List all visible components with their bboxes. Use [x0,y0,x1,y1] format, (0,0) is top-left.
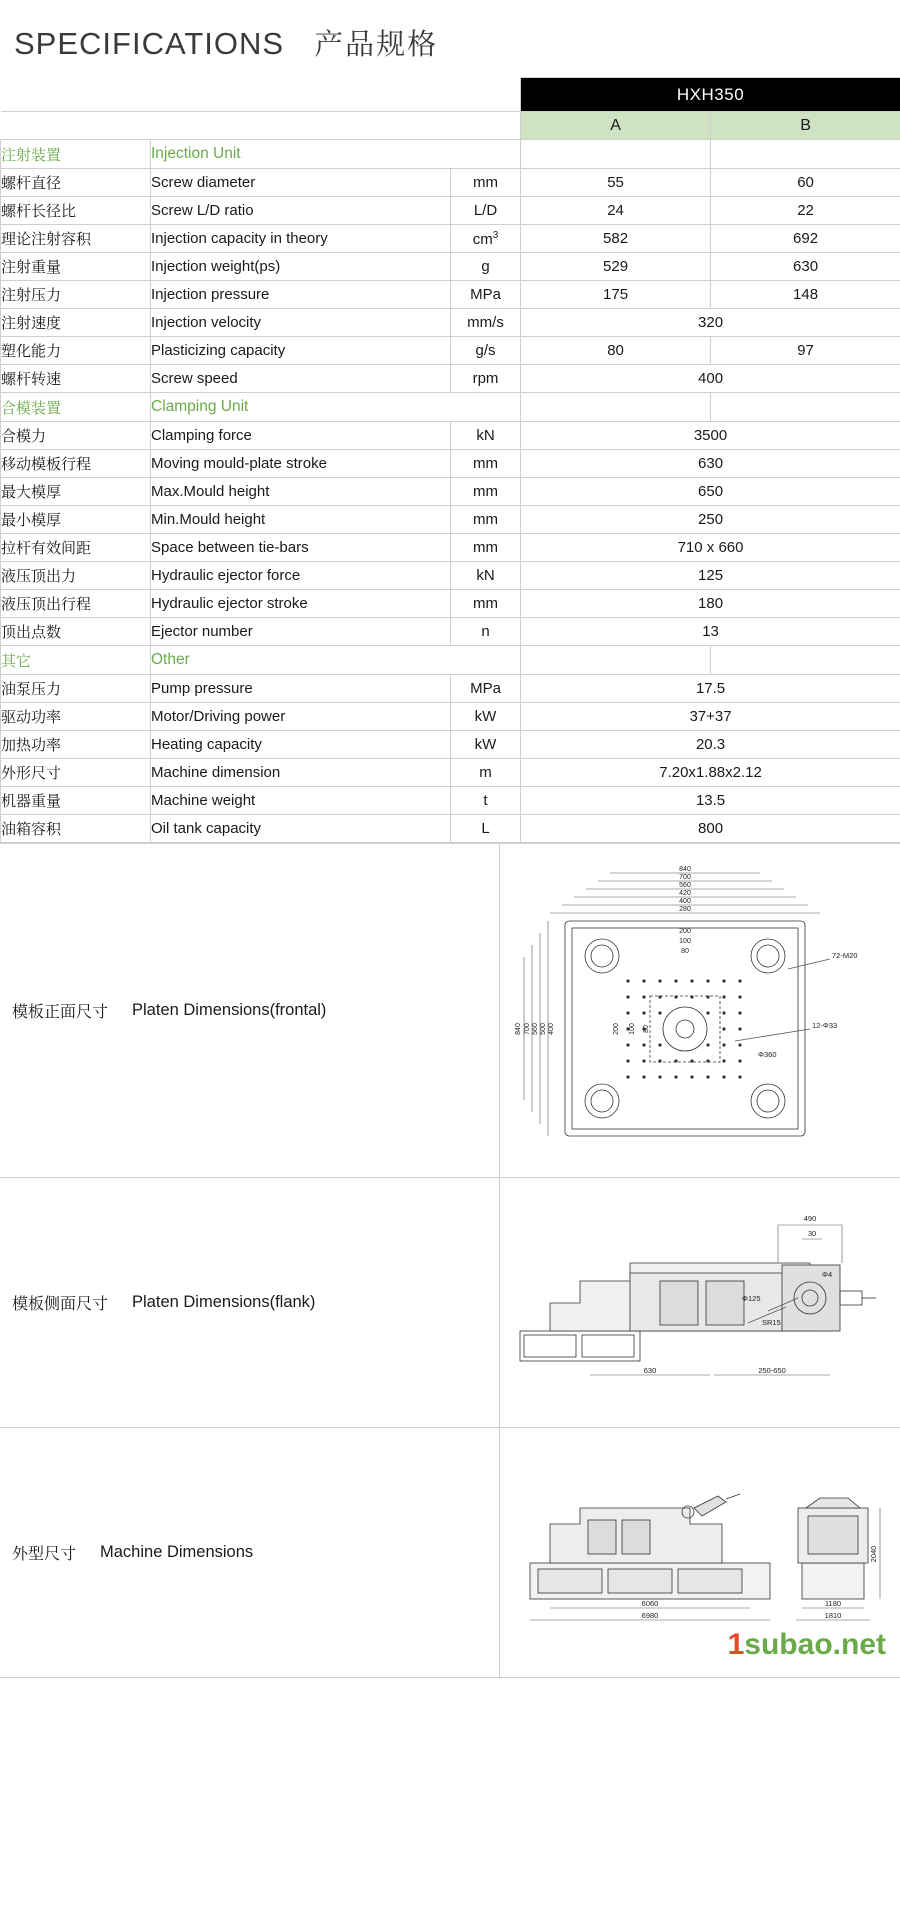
label-sr15: SR15 [762,1317,781,1327]
spec-name-en: Pump pressure [151,675,451,703]
spec-value-b: 692 [711,225,900,253]
spec-unit: L/D [451,197,521,225]
dim-6980: 6980 [641,1610,659,1620]
spec-name-en: Machine dimension [151,759,451,787]
table-header-model-row [1,78,900,112]
spec-unit: kW [451,731,521,759]
spec-name-cn: 油箱容积 [1,815,151,843]
spec-unit: g [451,253,521,281]
spec-value-b: 97 [711,337,900,365]
spec-value: 20.3 [521,731,900,759]
dim-250-650: 250-650 [758,1365,786,1375]
spec-name-cn: 驱动功率 [1,703,151,731]
dim-2040: 2040 [869,1545,878,1562]
spec-value: 17.5 [521,675,900,703]
spec-value-a: 24 [521,197,711,225]
spec-unit: mm [451,590,521,618]
spec-row [1,759,900,787]
dim-560-top: 560 [679,881,691,889]
table-body [1,140,900,843]
drawing-label-frontal [0,844,500,1177]
spec-name-cn: 注射速度 [1,309,151,337]
spec-unit: mm [451,534,521,562]
dim-630: 630 [643,1365,657,1375]
spec-name-en: Min.Mould height [151,506,451,534]
spec-name-en: Moving mould-plate stroke [151,450,451,478]
spec-name-cn: 螺杆转速 [1,365,151,393]
spec-row [1,450,900,478]
spec-row [1,506,900,534]
dim-560-left: 560 [532,1022,539,1035]
spec-value-b: 60 [711,169,900,197]
watermark-part-1: 1 [727,1628,745,1661]
spec-name-cn: 最小模厚 [1,506,151,534]
spec-row [1,422,900,450]
platen-flank-diagram [510,1203,890,1403]
spec-row [1,197,900,225]
dim-700-left: 700 [524,1022,531,1035]
platen-frontal-diagram [510,861,890,1161]
note-72-m20: 72-M20 [832,950,858,960]
section-title-cn: 合模装置 [1,393,151,422]
column-header-b: B [711,112,900,140]
spec-name-cn: 外形尺寸 [1,759,151,787]
column-header-a: A [521,112,711,140]
spec-row [1,815,900,843]
spec-row [1,478,900,506]
label-phi4: Φ4 [822,1269,833,1279]
section-spacer-b [711,393,900,422]
section-spacer-b [711,646,900,675]
spec-name-cn: 油泵压力 [1,675,151,703]
spec-row [1,787,900,815]
drawing-label-cn: 外型尺寸 [12,1546,77,1563]
spec-name-en: Hydraulic ejector force [151,562,451,590]
section-title-en: Injection Unit [151,140,521,169]
spec-row [1,309,900,337]
dim-1810: 1810 [824,1610,842,1620]
note-12-holes: 12-Φ33 [812,1020,838,1030]
spec-name-en: Injection capacity in theory [151,225,451,253]
watermark-part-3: .net [832,1628,886,1661]
machine-dimensions-diagram [510,1468,890,1638]
watermark-part-2: subao [744,1628,833,1661]
spec-unit: kW [451,703,521,731]
spec-value: 320 [521,309,900,337]
section-spacer-a [521,393,711,422]
spec-unit [451,225,521,253]
spec-name-en: Injection weight(ps) [151,253,451,281]
spec-value-a: 529 [521,253,711,281]
spec-name-en: Heating capacity [151,731,451,759]
spec-value: 400 [521,365,900,393]
spec-unit: rpm [451,365,521,393]
dim-80-left-inner: 80 [643,1024,650,1033]
spec-name-cn: 螺杆长径比 [1,197,151,225]
spec-unit: MPa [451,675,521,703]
spec-value: 125 [521,562,900,590]
spec-unit: mm [451,478,521,506]
spec-name-en: Ejector number [151,618,451,646]
dim-840-left: 840 [515,1022,522,1035]
spec-unit-exp: 3 [492,229,499,241]
spec-name-en: Max.Mould height [151,478,451,506]
drawing-block-platen-flank [0,1178,900,1428]
spec-value: 630 [521,450,900,478]
dim-400-left: 400 [548,1022,555,1035]
section-spacer-a [521,140,711,169]
spec-row [1,618,900,646]
spec-name-cn: 螺杆直径 [1,169,151,197]
page-title [0,0,900,77]
spec-unit-base: cm [472,230,493,248]
dim-6060: 6060 [641,1598,659,1608]
section-title-en: Other [151,646,521,675]
spec-row [1,365,900,393]
model-name: HXH350 [521,78,900,112]
spec-row [1,590,900,618]
watermark [728,1628,886,1662]
dim-30: 30 [807,1228,817,1238]
spec-value: 37+37 [521,703,900,731]
header-spacer-2 [1,112,521,140]
drawing-label-flank [0,1178,500,1427]
drawing-label-en: Platen Dimensions(frontal) [132,1001,327,1019]
spec-row [1,225,900,253]
section-header-row [1,393,900,422]
spec-name-en: Oil tank capacity [151,815,451,843]
section-title-cn: 注射装置 [1,140,151,169]
spec-value: 710 x 660 [521,534,900,562]
spec-name-cn: 液压顶出行程 [1,590,151,618]
drawing-art-frontal [500,844,900,1177]
drawing-label-cn: 模板侧面尺寸 [12,1296,109,1313]
spec-value: 650 [521,478,900,506]
drawing-label-machine [0,1428,500,1677]
section-spacer-b [711,140,900,169]
dim-1180: 1180 [824,1598,842,1608]
spec-row [1,562,900,590]
spec-name-cn: 顶出点数 [1,618,151,646]
spec-row [1,675,900,703]
spec-name-cn: 注射重量 [1,253,151,281]
spec-name-en: Plasticizing capacity [151,337,451,365]
spec-value-a: 582 [521,225,711,253]
spec-name-cn: 移动模板行程 [1,450,151,478]
note-bore: Φ360 [758,1049,777,1059]
spec-name-cn: 最大模厚 [1,478,151,506]
dim-400-top: 400 [679,897,691,905]
spec-name-cn: 合模力 [1,422,151,450]
spec-unit: kN [451,422,521,450]
spec-value-a: 55 [521,169,711,197]
dim-280-top: 280 [679,905,691,913]
spec-row [1,703,900,731]
spec-name-en: Motor/Driving power [151,703,451,731]
spec-value-b: 22 [711,197,900,225]
spec-row [1,337,900,365]
spec-name-cn: 机器重量 [1,787,151,815]
spec-row [1,169,900,197]
spec-name-en: Screw L/D ratio [151,197,451,225]
spec-value-b: 630 [711,253,900,281]
spec-unit: mm [451,506,521,534]
spec-name-en: Hydraulic ejector stroke [151,590,451,618]
spec-name-cn: 拉杆有效间距 [1,534,151,562]
spec-unit: mm [451,450,521,478]
spec-value: 250 [521,506,900,534]
label-phi125: Φ125 [742,1293,761,1303]
section-header-row [1,140,900,169]
specifications-table [0,77,900,843]
dim-700-top: 700 [679,873,691,881]
spec-name-cn: 塑化能力 [1,337,151,365]
drawing-art-flank [500,1178,900,1427]
title-chinese: 产品规格 [314,29,439,61]
spec-name-cn: 注射压力 [1,281,151,309]
spec-name-en: Injection velocity [151,309,451,337]
dim-100-inner: 100 [679,937,691,945]
dim-200-left-inner: 200 [613,1022,620,1035]
dim-840-top: 840 [679,865,691,873]
drawing-label-en: Machine Dimensions [100,1543,254,1561]
spec-row [1,281,900,309]
dim-420-top: 420 [679,889,691,897]
section-title-cn: 其它 [1,646,151,675]
spec-unit: g/s [451,337,521,365]
drawing-block-platen-frontal [0,843,900,1178]
spec-value-a: 175 [521,281,711,309]
spec-name-cn: 理论注射容积 [1,225,151,253]
spec-name-en: Space between tie-bars [151,534,451,562]
table-header-variant-row [1,112,900,140]
spec-value: 7.20x1.88x2.12 [521,759,900,787]
spec-row [1,253,900,281]
spec-name-cn: 液压顶出力 [1,562,151,590]
spec-name-en: Screw diameter [151,169,451,197]
spec-unit: m [451,759,521,787]
spec-unit: mm [451,169,521,197]
spec-value: 3500 [521,422,900,450]
spec-unit: n [451,618,521,646]
spec-value: 13.5 [521,787,900,815]
spec-value: 180 [521,590,900,618]
spec-unit: t [451,787,521,815]
dim-200-inner: 200 [679,927,691,935]
drawing-label-cn: 模板正面尺寸 [12,1004,109,1021]
dim-80-inner: 80 [681,947,689,955]
spec-name-en: Clamping force [151,422,451,450]
spec-value: 800 [521,815,900,843]
spec-unit: MPa [451,281,521,309]
spec-unit: kN [451,562,521,590]
title-english: SPECIFICATIONS [14,26,285,61]
spec-unit: mm/s [451,309,521,337]
spec-row [1,534,900,562]
drawing-label-en: Platen Dimensions(flank) [132,1293,316,1311]
header-spacer [1,78,521,112]
section-spacer-a [521,646,711,675]
spec-name-en: Injection pressure [151,281,451,309]
dim-100-left-inner: 100 [629,1022,636,1035]
section-title-en: Clamping Unit [151,393,521,422]
spec-name-cn: 加热功率 [1,731,151,759]
spec-value-a: 80 [521,337,711,365]
section-header-row [1,646,900,675]
dim-500-left: 500 [540,1022,547,1035]
spec-unit: L [451,815,521,843]
spec-value: 13 [521,618,900,646]
spec-name-en: Machine weight [151,787,451,815]
spec-value-b: 148 [711,281,900,309]
dim-490: 490 [803,1213,817,1223]
spec-name-en: Screw speed [151,365,451,393]
spec-row [1,731,900,759]
